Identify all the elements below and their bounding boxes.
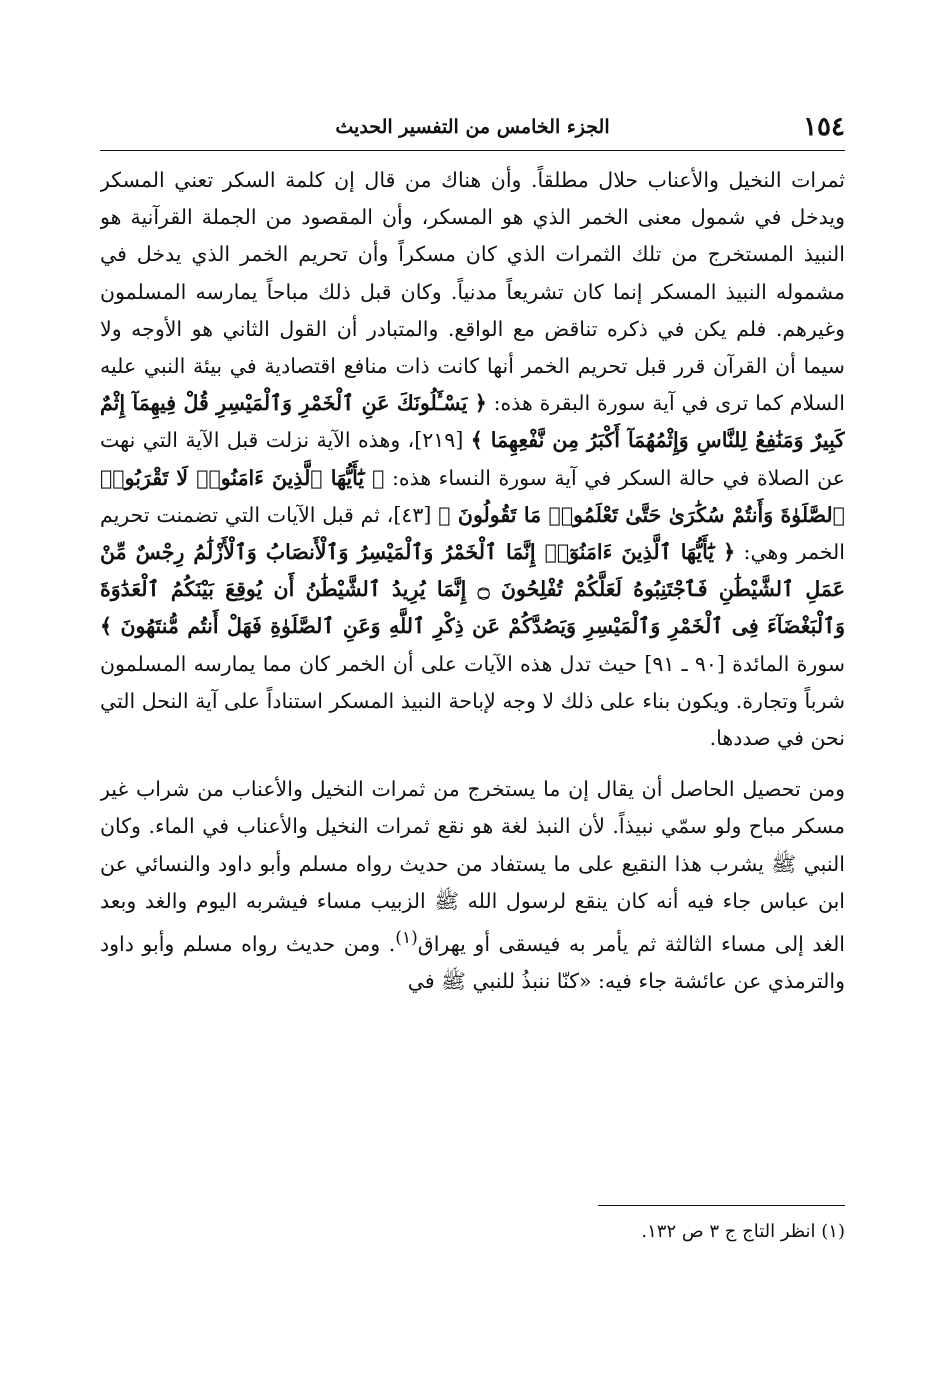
paragraph-1-text-c: [٤٣]، ثم قبل الآيات التي تضمنت تحريم الخمر وهي:: [100, 502, 845, 565]
main-text: [100, 162, 845, 1182]
quran-verse-maidah: ﴿ يَٰٓأَيُّهَا ٱلَّذِينَ ءَامَنُوٓا۟ إِنَّمَا ٱلْخَمْرُ وَٱلْمَيْسِرُ وَٱلْأَنصَابُ وَٱلْأَزْلَٰمُ رِجْسٌ مِّنْ عَمَلِ ٱلشَّيْطَٰنِ فَٱجْتَنِبُوهُ لَعَلَّكُمْ تُفْلِحُونَ ۝ إِنَّمَا يُرِيدُ ٱلشَّيْطَٰنُ أَن يُوقِعَ بَيْنَكُمُ ٱلْعَدَٰوَةَ وَٱلْبَغْضَآءَ فِى ٱلْخَمْرِ وَٱلْمَيْسِرِ وَيَصُدَّكُمْ عَن ذِكْرِ ٱللَّهِ وَعَنِ ٱلصَّلَوٰةِ فَهَلْ أَنتُم مُّنتَهُونَ ﴾: [100, 540, 845, 639]
footnote: (١) انظر التاج ج ٣ ص ١٣٢.: [641, 1221, 845, 1242]
paragraph-1-text-a: ثمرات النخيل والأعناب حلال مطلقاً. وأن هناك من قال إن كلمة السكر تعني المسكر ويدخل في شمول معنى الخمر الذي هو المسكر، وأن المقصود من الجملة القرآنية هو النبيذ المستخرج من تلك الثمرات الذي كان مسكراً وأن تحريم الخمر الذي يدخل في مشموله النبيذ المسكر إنما كان تشريعاً مدنياً. وكان قبل ذلك مباحاً يمارسه المسلمون وغيرهم. فلم يكن في ذكره تناقض مع الواقع. والمتبادر أن القول الثاني هو الأوجه ولا سيما أن القرآن قرر قبل تحريم الخمر أنها كانت ذات منافع اقتصادية في بيئة النبي عليه السلام كما ترى في آية سورة البقرة هذه:: [100, 168, 845, 416]
quran-verse-baqarah: ﴿ يَسْـَٔلُونَكَ عَنِ ٱلْخَمْرِ وَٱلْمَيْسِرِ قُلْ فِيهِمَآ إِثْمٌ كَبِيرٌ وَمَنَٰفِعُ لِلنَّاسِ وَإِثْمُهُمَآ أَكْبَرُ مِن نَّفْعِهِمَا ﴾: [100, 391, 845, 453]
paragraph-1-text-d: سورة المائدة [٩٠ ـ ٩١] حيث تدل هذه الآيات على أن الخمر كان مما يمارسه المسلمون شرباً وتجارة. ويكون بناء على ذلك لا وجه لإباحة النبيذ المسكر استناداً على آية النحل التي نحن في صددها.: [100, 651, 845, 751]
running-head: الجزء الخامس من التفسير الحديث: [335, 116, 610, 138]
paragraph-2-text-a: ومن تحصيل الحاصل أن يقال إن ما يستخرج من ثمرات النخيل والأعناب من شراب غير مسكر مباح ولو سمّي نبيذاً. لأن النبذ لغة هو نقع ثمرات النخيل والأعناب في الماء. وكان النبي ﷺ يشرب هذا النقيع على ما يستفاد من حديث رواه مسلم وأبو داود والنسائي عن ابن عباس جاء فيه أنه كان ينقع لرسول الله ﷺ الزبيب مساء فيشربه اليوم والغد وبعد الغد إلى مساء الثالثة ثم يأمر به فيسقى أو يهراق: [100, 777, 845, 956]
paragraph-1-text-b: [٢١٩]، وهذه الآية نزلت قبل الآية التي نهت عن الصلاة في حالة السكر في آية سورة النساء هذه:: [100, 428, 845, 490]
paragraph-2: [100, 771, 845, 1000]
quran-verse-nisa: ﴿ يَٰٓأَيُّهَا ٱلَّذِينَ ءَامَنُوا۟ لَا تَقْرَبُوا۟ ٱلصَّلَوٰةَ وَأَنتُمْ سُكَٰرَىٰ حَتَّىٰ تَعْلَمُوا۟ مَا تَقُولُونَ ﴾: [100, 465, 845, 527]
paragraph-1: [100, 162, 845, 757]
footnote-rule: [598, 1205, 845, 1206]
page-header: [100, 112, 845, 146]
page-number: ١٥٤: [803, 112, 845, 142]
paragraph-2-text-b: . ومن حديث رواه مسلم وأبو داود والترمذي عن عائشة جاء فيه: «كنّا ننبذُ للنبي ﷺ في: [100, 931, 845, 994]
footnote-reference[interactable]: (١): [395, 928, 418, 949]
header-rule: [100, 150, 845, 151]
